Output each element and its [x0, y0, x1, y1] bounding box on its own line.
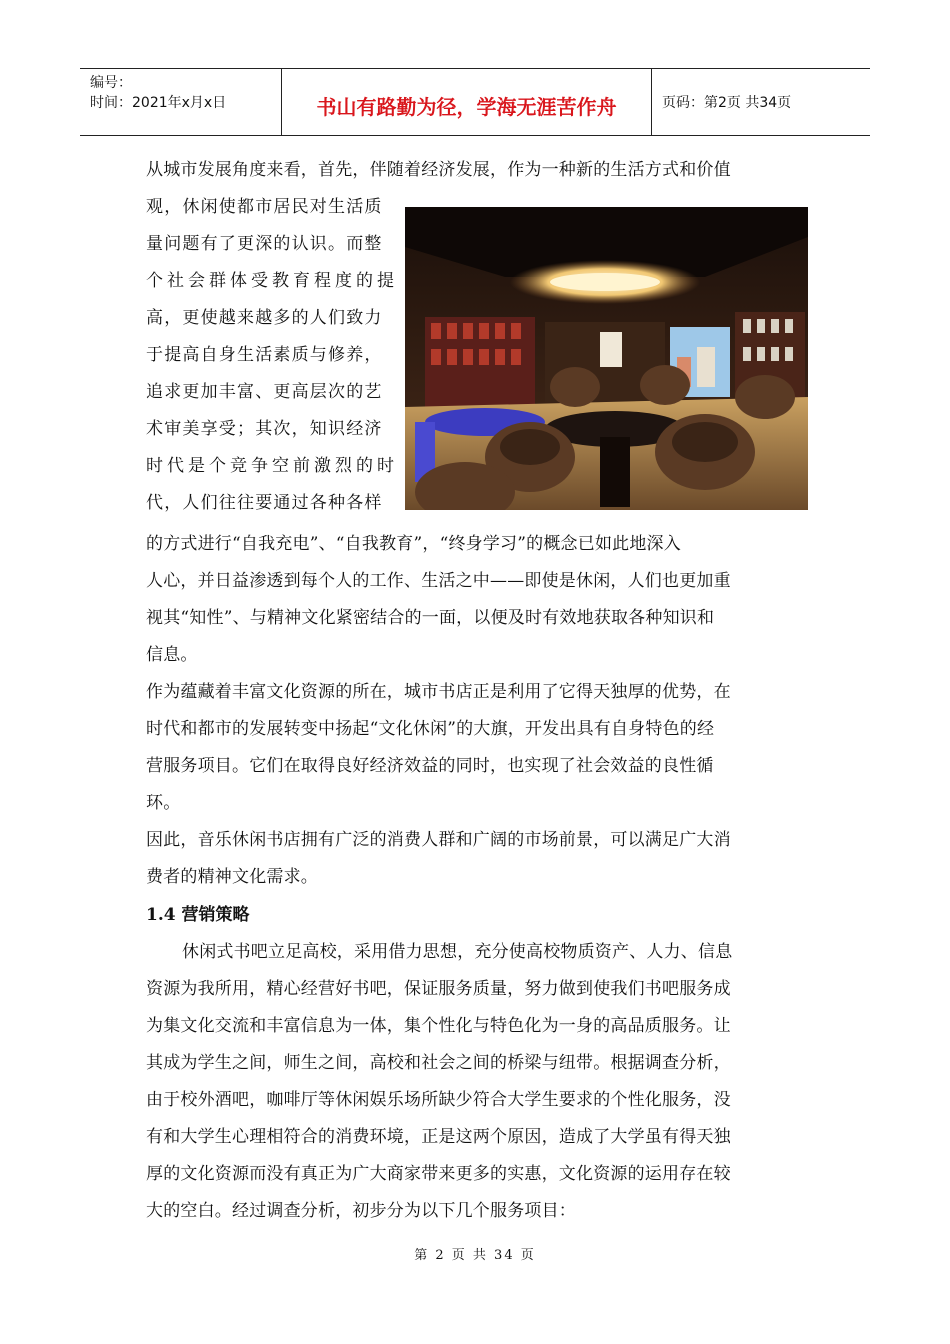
paragraph-1-wrap: [146, 189, 398, 522]
paragraph-1-top: [146, 152, 731, 189]
text-line: 信息。: [146, 645, 198, 665]
text-line: 其成为学生之间，师生之间，高校和社会之间的桥梁与纽带。根据调查分析，: [146, 1053, 731, 1073]
time-label: 时间：2021年x月x日: [90, 95, 227, 111]
bookstore-cafe-photo: [405, 207, 808, 510]
text-line: 费者的精神文化需求。: [146, 867, 318, 887]
text-line: 由于校外酒吧，咖啡厅等休闲娱乐场所缺少符合大学生要求的个性化服务，没: [146, 1090, 731, 1110]
page-header: [80, 68, 870, 136]
text-line: 时代和都市的发展转变中扬起“文化休闲”的大旗，开发出具有自身特色的经: [146, 719, 715, 739]
text-line: 代，人们往往要通过各种各样: [146, 493, 383, 513]
text-line: 厚的文化资源而没有真正为广大商家带来更多的实惠，文化资源的运用存在较: [146, 1164, 731, 1184]
text-line: 营服务项目。它们在取得良好经济效益的同时，也实现了社会效益的良性循: [146, 756, 714, 776]
text-line: 人心，并日益渗透到每个人的工作、生活之中——即使是休闲，人们也更加重: [146, 571, 731, 591]
paragraph-4: [146, 934, 732, 1230]
text-line: 作为蕴藏着丰富文化资源的所在，城市书店正是利用了它得天独厚的优势，在: [146, 682, 731, 702]
text-line: 于提高自身生活素质与修养，: [146, 345, 383, 365]
paragraph-2: [146, 674, 731, 822]
header-meta: [80, 69, 282, 135]
text-line: 的方式进行“自我充电”、“自我教育”，“终身学习”的概念已如此地深入: [146, 534, 681, 554]
paragraph-1-bottom: [146, 526, 731, 674]
text-line: 从城市发展角度来看，首先，伴随着经济发展，作为一种新的生活方式和价值: [146, 160, 731, 180]
text-line: 视其“知性”、与精神文化紧密结合的一面，以便及时有效地获取各种知识和: [146, 608, 715, 628]
text-line: 个社会群体受教育程度的提: [146, 271, 398, 291]
paragraph-3: [146, 822, 731, 896]
header-motto: 书山有路勤为径，学海无涯苦作舟: [282, 69, 652, 135]
header-page-info: 页码：第2页 共34页: [662, 95, 792, 111]
text-line: 环。: [146, 793, 181, 813]
text-line: 大的空白。经过调查分析，初步分为以下几个服务项目：: [146, 1201, 576, 1221]
text-line: 因此，音乐休闲书店拥有广泛的消费人群和广阔的市场前景，可以满足广大消: [146, 830, 731, 850]
text-line: 为集文化交流和丰富信息为一体，集个性化与特色化为一身的高品质服务。让: [146, 1016, 731, 1036]
text-line: 高，更使越来越多的人们致力: [146, 308, 383, 328]
page-footer: 第 2 页 共 34 页: [414, 1248, 536, 1263]
text-line: 时代是个竞争空前激烈的时: [146, 456, 398, 476]
text-line: 术审美享受；其次，知识经济: [146, 419, 383, 439]
number-label: 编号：: [90, 75, 132, 91]
text-line: 有和大学生心理相符合的消费环境，正是这两个原因，造成了大学虽有得天独: [146, 1127, 731, 1147]
text-line: 休闲式书吧立足高校，采用借力思想，充分使高校物质资产、人力、信息: [182, 942, 733, 962]
section-heading: 1.4 营销策略: [146, 905, 250, 925]
text-line: 追求更加丰富、更高层次的艺: [146, 382, 383, 402]
text-line: 资源为我所用，精心经营好书吧，保证服务质量，努力做到使我们书吧服务成: [146, 979, 731, 999]
text-line: 量问题有了更深的认识。而整: [146, 234, 383, 254]
text-line: 观，休闲使都市居民对生活质: [146, 197, 383, 217]
